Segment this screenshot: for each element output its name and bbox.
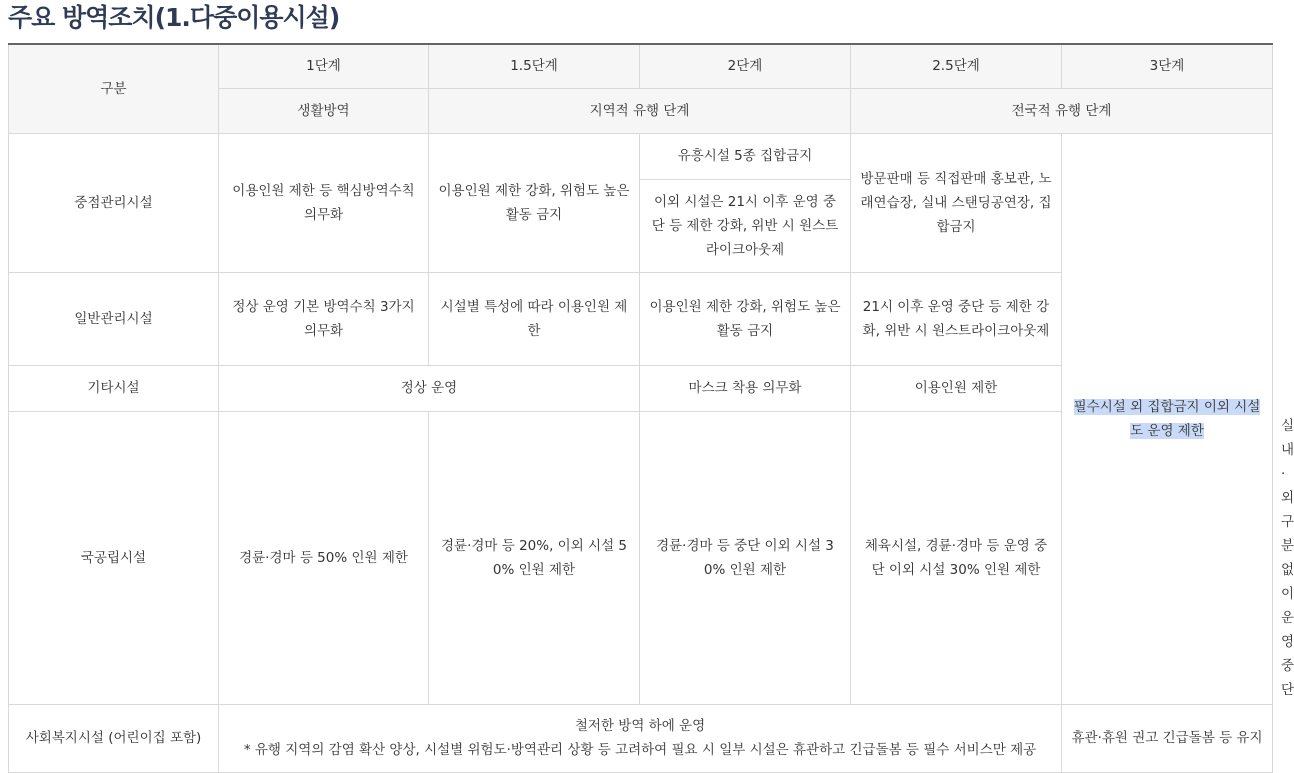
cell-general-s15: 시설별 특성에 따라 이용인원 제한 xyxy=(429,272,640,365)
cell-general-s2: 이용인원 제한 강화, 위험도 높은 활동 금지 xyxy=(640,272,851,365)
cell-general-s25: 21시 이후 운영 중단 등 제한 강화, 위반 시 원스트라이크아웃제 xyxy=(851,272,1062,365)
cell-other-s2: 마스크 착용 의무화 xyxy=(640,365,851,411)
header-stage-2: 2단계 xyxy=(640,44,851,88)
row-label-other-facilities: 기타시설 xyxy=(9,365,219,411)
welfare-note-text: * 유행 지역의 감염 확산 양상, 시설별 위험도·방역관리 상황 등 고려하여 필요 시 일부 시설은 휴관하고 긴급돌봄 등 필수 서비스만 제공 xyxy=(243,742,1037,758)
cell-national-s15: 경륜·경마 등 20%, 이외 시설 50% 인원 제한 xyxy=(429,411,640,704)
header-category: 구분 xyxy=(9,44,219,133)
cell-national-s25: 체육시설, 경륜·경마 등 운영 중단 이외 시설 30% 인원 제한 xyxy=(851,411,1062,704)
cell-key-s25: 방문판매 등 직접판매 홍보관, 노래연습장, 실내 스탠딩공연장, 집합금지 xyxy=(851,133,1062,272)
cell-stage3-restriction xyxy=(1062,133,1273,704)
header-group-daily: 생활방역 xyxy=(219,88,429,133)
measures-table: 구분 1단계 1.5단계 2단계 2.5단계 3단계 생활방역 지역적 유행 단계 전국적 유행 단계 중점관리시설 이용인원 제한 등 핵심방역수칙 의무화 이용인원 제한 강화, 위험도 높은 활동 금지 유흥시설 5종 집합금지 방문판매 등 직접판매 홍보관, 노래연습장, 실내 스탠딩공연장, 집합금지 필수시설 외 집합금지 이외 시설도 운영 제한 이외 시설은 21시 이후 운영 중단 등 제한 강화, 위반 시 원스트라이크아웃제 일반관리시설 정상 운영 기본 방역수칙 3가지 의무화 시설별 특성에 따라 이용인원 제한 이용인원 제한 강화, 위험도 높은 활동 금지 21시 이후 운영 중단 등 제한 강화, 위반 시 원스트라이크아웃제 기타시설 정상 운영 마스크 착용 의무화 이용인원 제한 국공립시설 경륜·경마 등 50% 인원 제한 경륜·경마 등 20%, 이외 시설 50% 인원 제한 경륜·경마 등 중단 이외 시설 30% 인원 제한 체육시설, 경륜·경마 등 운영 중단 이외 시설 30% 인원 제한 실내·외 구분 없이 운영 중단 사회복지시설 (어린이집 포함) 철저한 방역 하에 운영 * 유행 지역의 감염 확산 양상, 시설별 위험도·방역관리 상황 등 고려하여 필요 시 일부 시설은 휴관하고 긴급돌봄 등 필수 서비스만 제공 휴관·휴원 권고 긴급돌봄 등 유지 xyxy=(8,43,1273,773)
header-stage-2-5: 2.5단계 xyxy=(851,44,1062,88)
cell-national-s2: 경륜·경마 등 중단 이외 시설 30% 인원 제한 xyxy=(640,411,851,704)
cell-other-s25: 이용인원 제한 xyxy=(851,365,1062,411)
highlighted-text: 필수시설 외 집합금지 이외 시설도 운영 제한 xyxy=(1073,398,1261,439)
row-label-national-public: 국공립시설 xyxy=(9,411,219,704)
cell-key-s15: 이용인원 제한 강화, 위험도 높은 활동 금지 xyxy=(429,133,640,272)
cell-key-s2a: 유흥시설 5종 집합금지 xyxy=(640,133,851,179)
row-label-general-facilities: 일반관리시설 xyxy=(9,272,219,365)
cell-key-s1: 이용인원 제한 등 핵심방역수칙 의무화 xyxy=(219,133,429,272)
cell-key-s2b: 이외 시설은 21시 이후 운영 중단 등 제한 강화, 위반 시 원스트라이크아웃제 xyxy=(640,179,851,272)
header-stage-1-5: 1.5단계 xyxy=(429,44,640,88)
row-label-social-welfare: 사회복지시설 (어린이집 포함) xyxy=(9,704,219,772)
row-label-key-facilities: 중점관리시설 xyxy=(9,133,219,272)
cell-welfare-s3: 휴관·휴원 권고 긴급돌봄 등 유지 xyxy=(1062,704,1273,772)
welfare-main-text: 철저한 방역 하에 운영 xyxy=(574,718,706,734)
page-title: 주요 방역조치(1.다중이용시설) xyxy=(8,3,340,32)
header-group-regional: 지역적 유행 단계 xyxy=(429,88,851,133)
cell-welfare-s1-25 xyxy=(219,704,1062,772)
cell-other-s1-15: 정상 운영 xyxy=(219,365,640,411)
header-group-national: 전국적 유행 단계 xyxy=(851,88,1273,133)
header-stage-1: 1단계 xyxy=(219,44,429,88)
header-stage-3: 3단계 xyxy=(1062,44,1273,88)
cell-general-s1: 정상 운영 기본 방역수칙 3가지 의무화 xyxy=(219,272,429,365)
cell-national-s1: 경륜·경마 등 50% 인원 제한 xyxy=(219,411,429,704)
